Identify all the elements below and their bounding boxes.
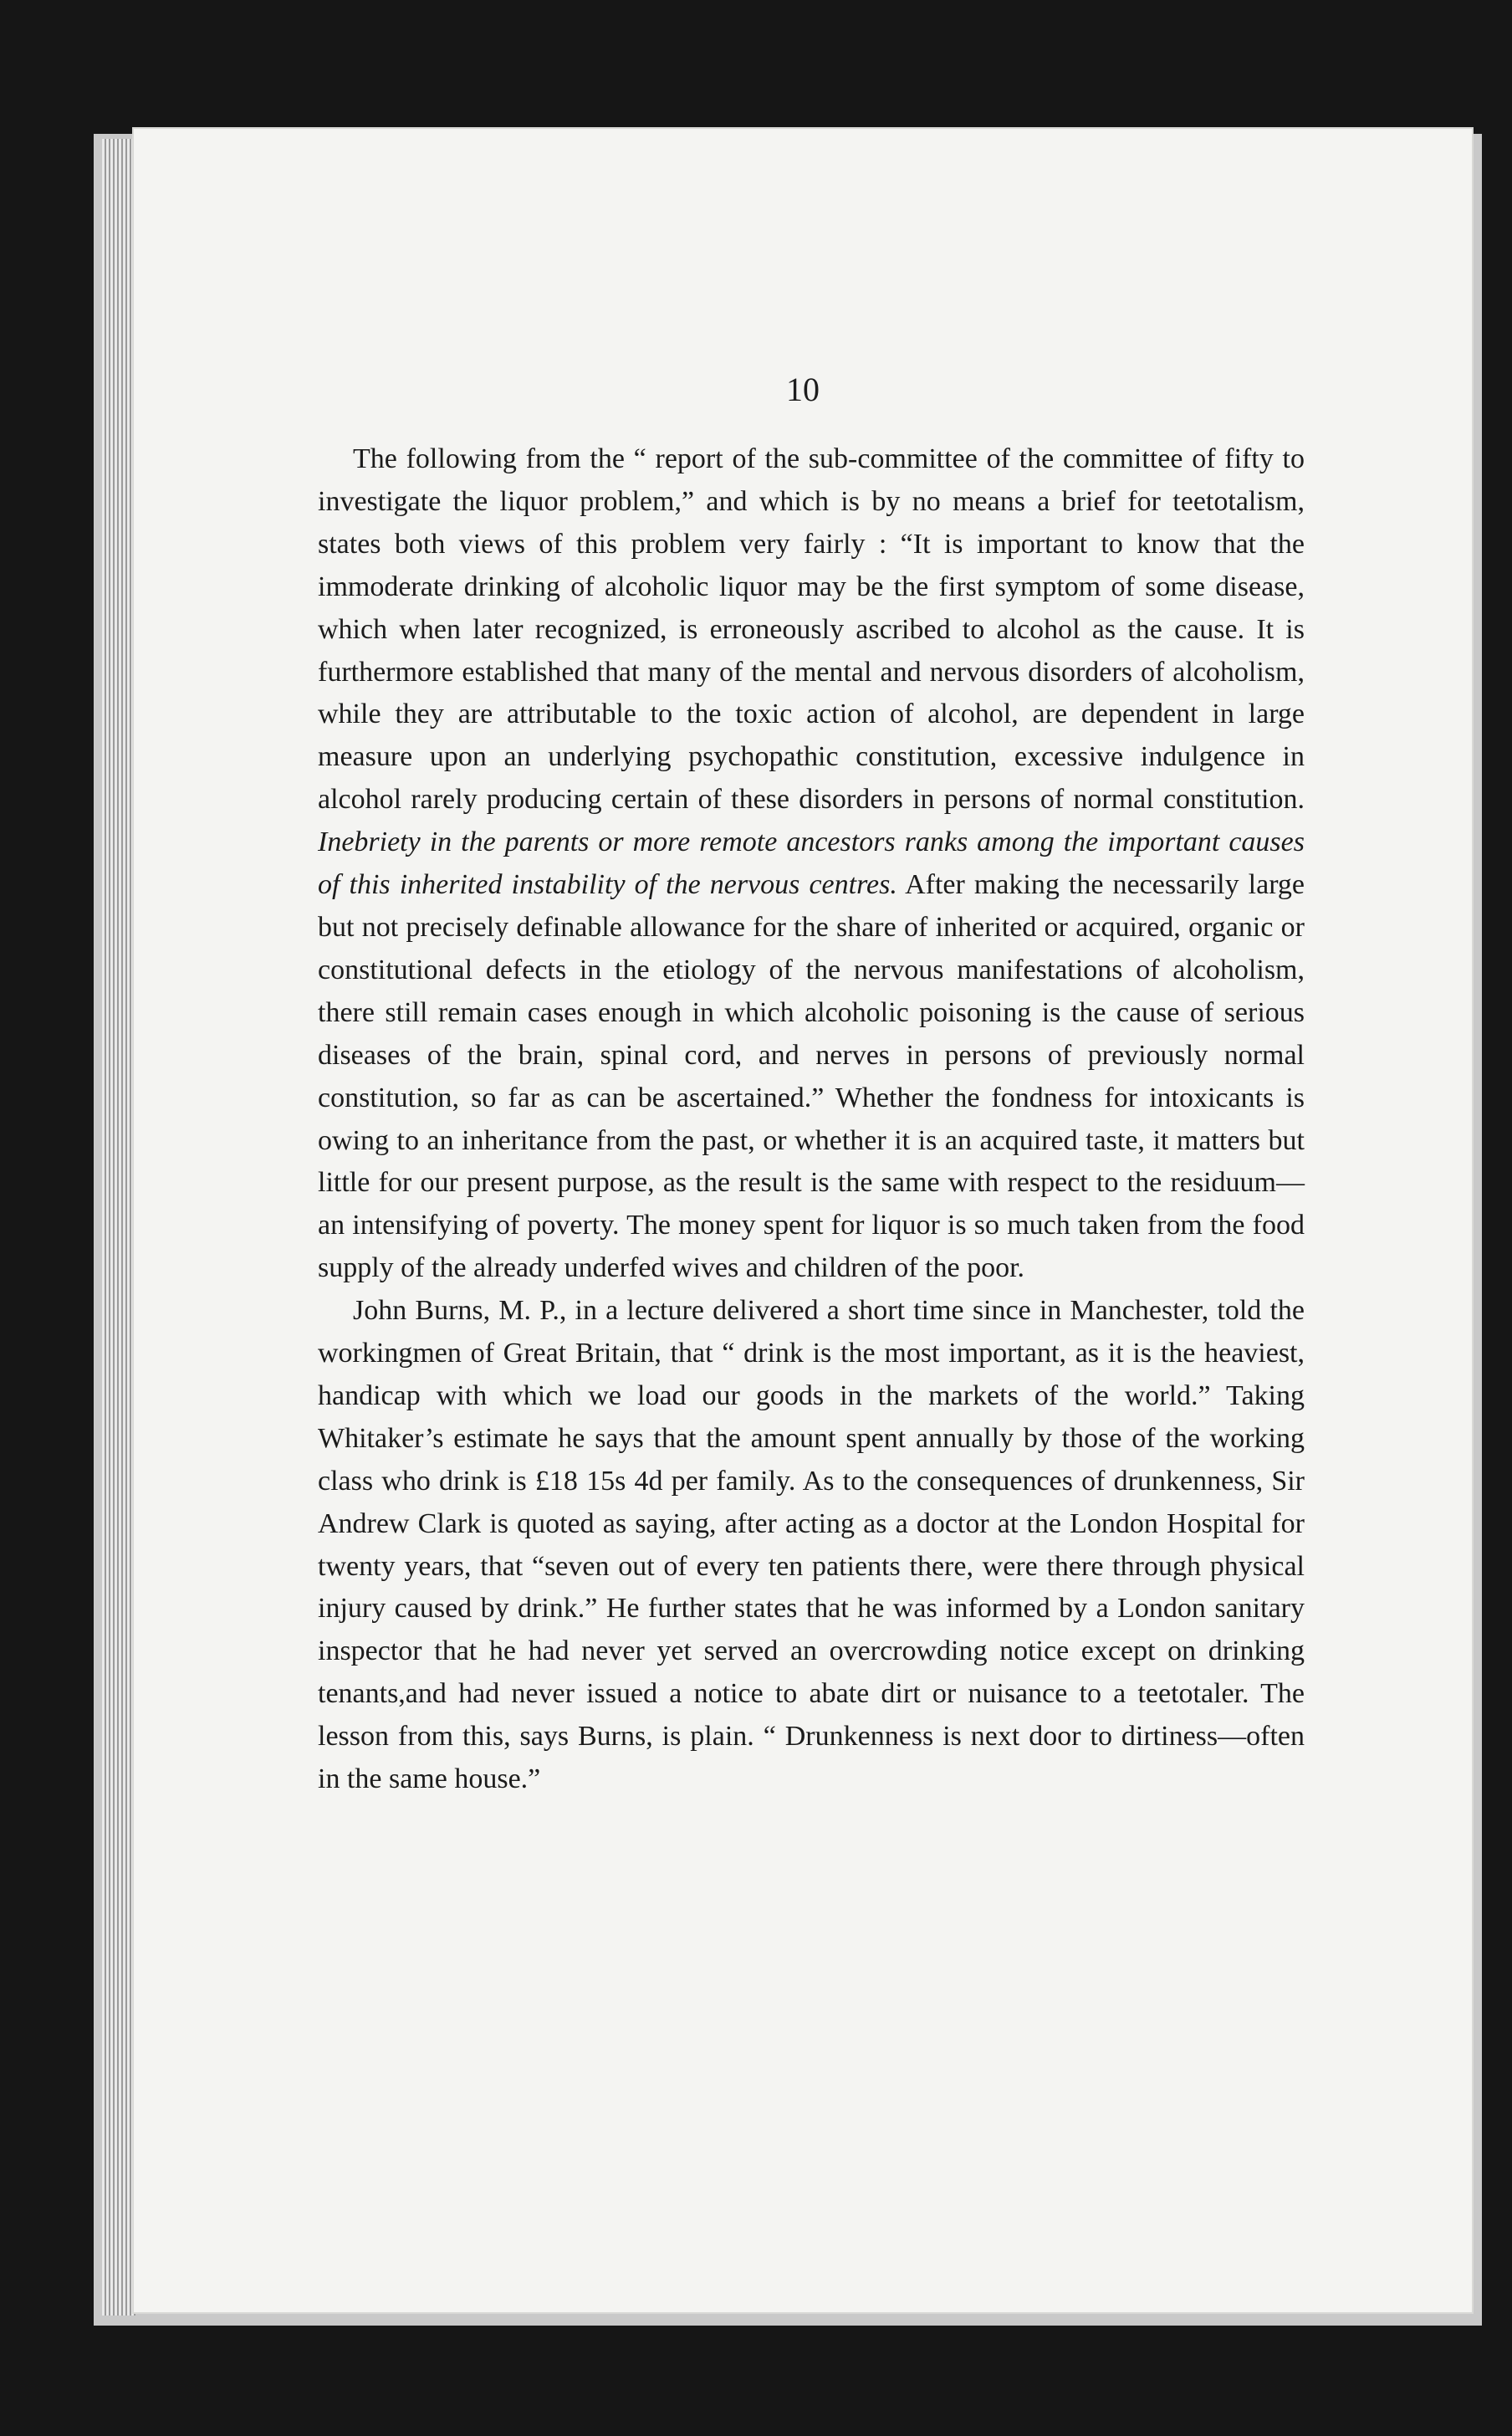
paragraph-text: After making the necessarily large but not precisely definable allowance for the share of inherited or acquired, organic or constitutional defects in the etiology of the nervous manifestations of alcoholism, there still remain cases enough in which alcoholic poisoning is the cause of serious diseases of the brain, spinal cord, and nerves in persons of previously normal constitution, so far as can be ascertained.” Whether the fondness for intoxicants is owing to an inheritance from the past, or whether it is an acquired taste, it matters but little for our present purpose, as the result is the same with respect to the residuum—an intensifying of poverty. The money spent for liquor is so much taken from the food supply of the already underfed wives and children of the poor. xyxy=(318,869,1305,1284)
page-stack-edge xyxy=(102,139,135,2316)
page-number: 10 xyxy=(786,371,820,408)
paragraph-text: The following from the “ report of the sub-committee of the committee of fifty to investigate the liquor problem,” and which is by no means a brief for teetotalism, states both views of this problem very fairly : “It is important to know that the immoderate drinking of alcoholic liquor may be the first symptom of some disease, which when later recognized, is erroneously ascribed to alcohol as the cause. It is furthermore established that many of the mental and nervous disorders of alcoholism, while they are attributable to the toxic action of alcohol, are dependent in large measure upon an underlying psychopathic constitution, excessive indulgence in alcohol rarely producing certain of these disorders in persons of normal constitution. xyxy=(318,443,1305,816)
book-page xyxy=(134,129,1472,2312)
paragraph-italic-text: Inebriety in the parents or more remote ancestors ranks among the important causes of this inherited instability of the nervous centres. xyxy=(318,826,1305,901)
body-text xyxy=(318,438,1305,1801)
paragraph-john-burns xyxy=(318,1290,1305,1801)
paragraph-text: John Burns, M. P., in a lecture delivered a short time since in Manchester, told the workingmen of Great Britain, that “ drink is the most important, as it is the heaviest, handicap with which we load our goods in the markets of the world.” Taking Whitaker’s estimate he says that the amount spent annually by those of the working class who drink is £18 15s 4d per family. As to the consequences of drunkenness, Sir Andrew Clark is quoted as saying, after acting as a doctor at the London Hospital for twenty years, that “seven out of every ten patients there, were there through physical injury caused by drink.” He further states that he was informed by a London sanitary inspector that he had never yet served an overcrowding notice except on drinking tenants,and had never issued a notice to abate dirt or nuisance to a teetotaler. The lesson from this, says Burns, is plain. “ Drunkenness is next door to dirtiness—often in the same house.” xyxy=(318,1295,1305,1795)
paragraph-liquor-report xyxy=(318,438,1305,1290)
